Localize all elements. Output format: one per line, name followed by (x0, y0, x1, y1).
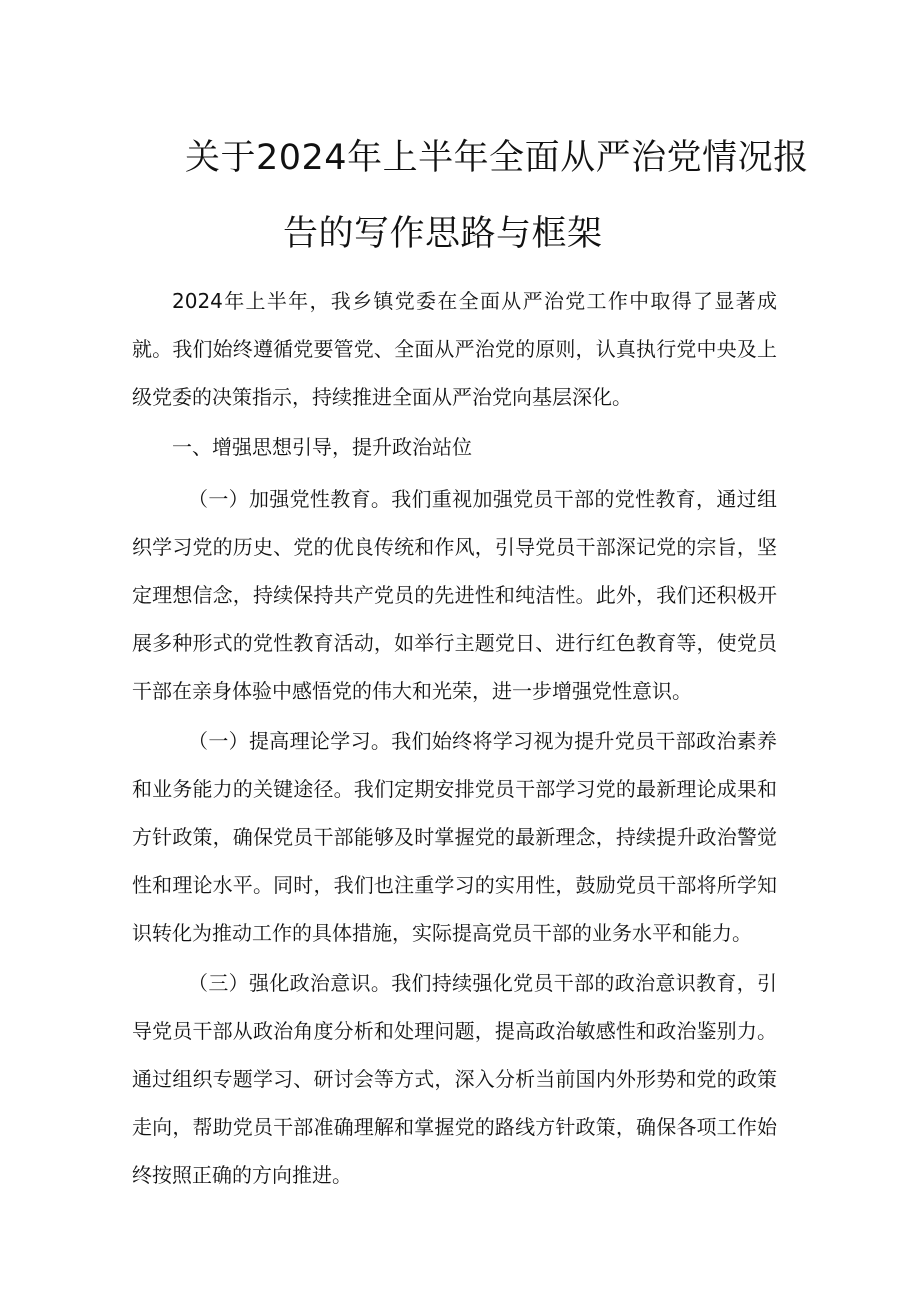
paragraph-party-education: （一）加强党性教育。我们重视加强党员干部的党性教育，通过组织学习党的历史、党的优良传统和作风，引导党员干部深记党的宗旨，坚定理想信念，持续保持共产党员的先进性和纯洁性。此外，我们还积极开展多种形式的党性教育活动，如举行主题党日、进行红色教育等，使党员干部在亲身体验中感悟党的伟大和光荣，进一步增强党性意识。 (132, 487, 777, 703)
paragraph-theory-study: （一）提高理论学习。我们始终将学习视为提升党员干部政治素养和业务能力的关键途径。我们定期安排党员干部学习党的最新理论成果和方针政策，确保党员干部能够及时掌握党的最新理念，持续提升政治警觉性和理论水平。同时，我们也注重学习的实用性，鼓励党员干部将所学知识转化为推动工作的具体措施，实际提高党员干部的业务水平和能力。 (132, 729, 777, 945)
section-1-heading: 一、增强思想引导，提升政治站位 (172, 435, 472, 459)
document-body (132, 277, 777, 1201)
document-title-line-2: 告的写作思路与框架 (283, 214, 603, 254)
paragraph-political-awareness: （三）强化政治意识。我们持续强化党员干部的政治意识教育，引导党员干部从政治角度分析和处理问题，提高政治敏感性和政治鉴别力。通过组织专题学习、研讨会等方式，深入分析当前国内外形势和党的政策走向，帮助党员干部准确理解和掌握党的路线方针政策，确保各项工作始终按照正确的方向推进。 (132, 971, 777, 1187)
intro-paragraph: 2024年上半年，我乡镇党委在全面从严治党工作中取得了显著成就。我们始终遵循党要管党、全面从严治党的原则，认真执行党中央及上级党委的决策指示，持续推进全面从严治党向基层深化。 (132, 289, 777, 409)
document-title-line-1: 关于2024年上半年全面从严治党情况报 (185, 138, 809, 178)
